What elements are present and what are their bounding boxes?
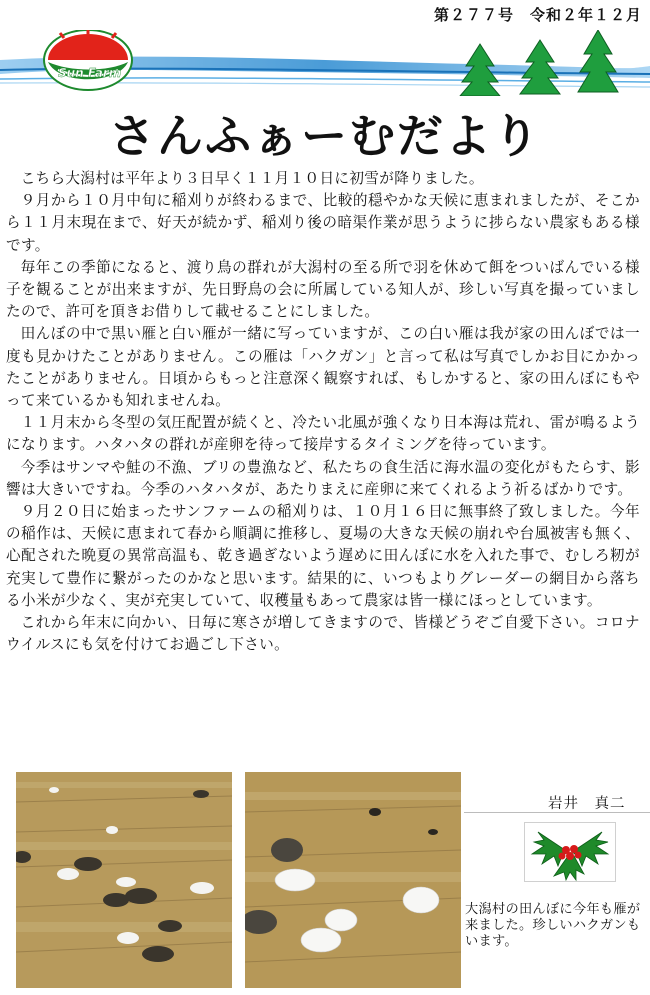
paragraph: 毎年この季節になると、渡り鳥の群れが大潟村の至る所で羽を休めて餌をついばんでいる様子を観ることが出来ますが、先日野鳥の会に所属している知人が、珍しい写真を撮っていましたので、許可を頂きお借りして載せることにしました。 [6, 258, 640, 321]
paragraph: ９月２０日に始まったサンファームの稲刈りは、１０月１６日に無事終了致しました。今年の稲作は、天候に恵まれて春から順調に推移し、夏場の大きな天候の崩れや台風被害も無く、心配された晩夏の異常高温も、乾き過ぎないよう遅めに田んぼに水を入れた事で、むしろ籾が充実して豊作に繋がったのかなと思います。結果的に、いつもよりグレーダーの網目から落ちる小米が少なく、実が充実していて、収穫量もあって農家は皆一様にほっとしています。 [6, 503, 640, 609]
paragraph: こちら大潟村は平年より３日早く１１月１０日に初雪が降りました。 [20, 170, 484, 187]
paragraph: これから年末に向かい、日毎に寒さが増してきますので、皆様どうぞご自愛下さい。コロナウイルスにも気を付けてお過ごし下さい。 [6, 614, 640, 654]
holly-icon [524, 822, 616, 882]
article-body [6, 168, 640, 656]
sun-farm-logo-icon [44, 30, 132, 90]
paragraph: 今季はサンマや鮭の不漁、ブリの豊漁など、私たちの食生活に海水温の変化がもたらす、影響は大きいですね。今季のハタハタが、あたりまえに産卵に来てくれるよう祈るばかりです。 [6, 458, 640, 498]
pine-tree-icon [460, 30, 618, 96]
issue-date: 令和２年１２月 [529, 6, 642, 24]
divider [464, 812, 650, 813]
header-banner [0, 30, 650, 96]
geese-photo-left [16, 772, 232, 988]
photo-caption: 大潟村の田んぼに今年も雁が来ました。珍しいハクガンもいます。 [465, 902, 641, 949]
paragraph: ９月から１０月中旬に稲刈りが終わるまで、比較的穏やかな天候に恵まれましたが、そこから１１月末現在まで、好天が続かず、稲刈り後の暗渠作業が思うように捗らない農家もある様です。 [6, 192, 640, 254]
logo-text: Sun Farm [58, 66, 122, 80]
author-name: 岩井 真二 [548, 796, 626, 812]
issue-line [434, 4, 642, 25]
issue-number: 第２７７号 [433, 6, 514, 24]
geese-photo-right [245, 772, 461, 988]
paragraph: 田んぼの中で黒い雁と白い雁が一緒に写っていますが、この白い雁は我が家の田んぼでは一度も見かけたことがありません。この雁は「ハクガン」と言って私は写真でしかお目にかかったことがありません。日頃からもっと注意深く観察すれば、もしかすると、家の田んぼにもやって来ているかも知れませんね。 [6, 325, 640, 410]
newsletter-title: さんふぁーむだより [109, 109, 541, 163]
paragraph: １１月末から冬型の気圧配置が続くと、冷たい北風が強くなり日本海は荒れ、雷が鳴るようになります。ハタハタの群れが産卵を待って接岸するタイミングを待っています。 [6, 414, 640, 454]
